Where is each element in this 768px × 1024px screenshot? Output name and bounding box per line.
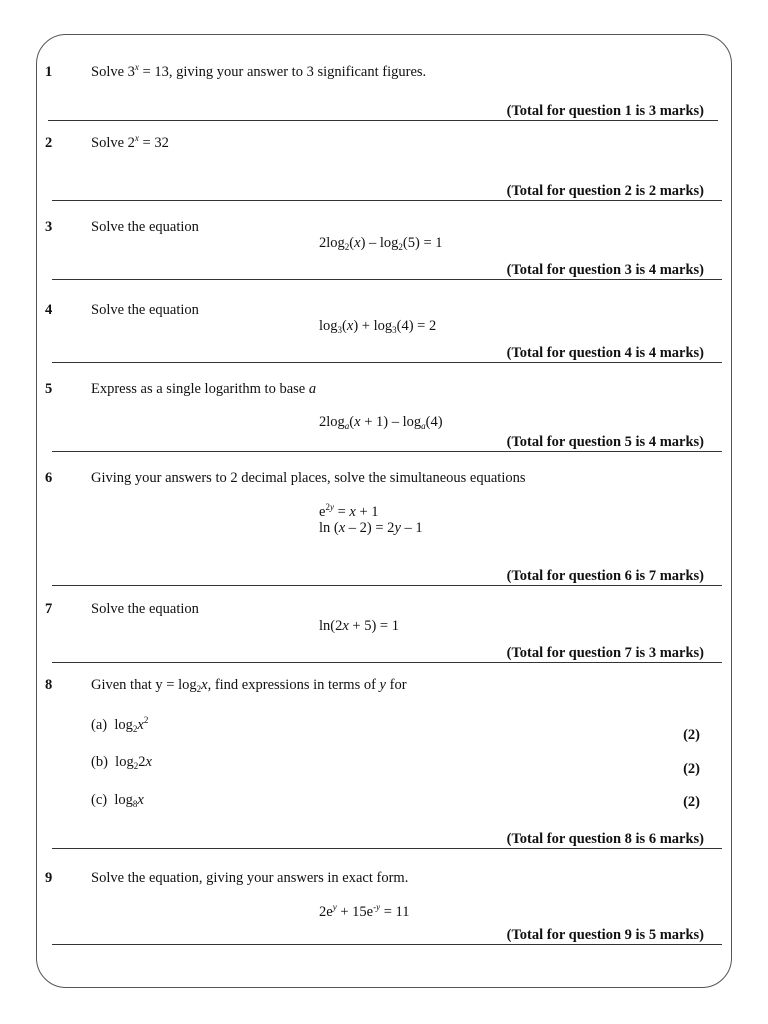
question-8-part-c-marks: (2) [683, 794, 700, 810]
question-3-total: (Total for question 3 is 4 marks) [506, 262, 704, 278]
question-5-prompt: Express as a single logarithm to base a [91, 381, 317, 397]
question-4-number: 4 [45, 302, 53, 318]
divider [52, 362, 722, 363]
question-9-equation: $2e^y + 15e^{-y} = 11$ [319, 902, 410, 920]
question-5-number: 5 [45, 381, 53, 397]
question-9-prompt: Solve the equation, giving your answers in exact form. [91, 870, 409, 886]
question-3-prompt: Solve the equation [91, 219, 199, 235]
question-6-total: (Total for question 6 is 7 marks) [506, 568, 704, 584]
question-6-equation-1: $e^{2y} = x + 1$ [319, 502, 379, 520]
question-9-total: (Total for question 9 is 5 marks) [506, 927, 704, 943]
divider [52, 451, 722, 452]
question-2-number: 2 [45, 135, 53, 151]
question-8-prompt: Given that $y = \log_2x$, find expressions in terms of y for [91, 677, 407, 694]
question-4-total: (Total for question 4 is 4 marks) [506, 345, 704, 361]
question-3-number: 3 [45, 219, 53, 235]
divider [52, 585, 722, 586]
question-7-total: (Total for question 7 is 3 marks) [506, 645, 704, 661]
question-8-part-a-marks: (2) [683, 727, 700, 743]
question-6-prompt: Giving your answers to 2 decimal places, solve the simultaneous equations [91, 470, 526, 486]
question-4-equation: $\log_3(x) + \log_3(4) = 2$ [319, 318, 437, 335]
question-5-expression: $2\log_a(x + 1) - \log_a(4)$ [319, 414, 443, 431]
question-2-total: (Total for question 2 is 2 marks) [506, 183, 704, 199]
question-1-prompt: Solve $3^x = 13$, giving your answer to 3 significant figures. [91, 62, 427, 80]
question-8-part-a: (a) $\log_2x^2$ [91, 715, 149, 734]
question-7-number: 7 [45, 601, 53, 617]
divider [52, 944, 722, 945]
question-5-total: (Total for question 5 is 4 marks) [506, 434, 704, 450]
divider [52, 662, 722, 663]
question-2-prompt: Solve $2^x = 32$ [91, 133, 169, 151]
question-1-number: 1 [45, 64, 53, 80]
question-9-number: 9 [45, 870, 53, 886]
divider [52, 848, 722, 849]
question-1-total: (Total for question 1 is 3 marks) [506, 103, 704, 119]
divider [52, 279, 722, 280]
question-3-equation: $2\log_2(x) - \log_2(5) = 1$ [319, 235, 443, 252]
divider [48, 120, 718, 121]
question-8-part-b-marks: (2) [683, 761, 700, 777]
question-6-equation-2: ln (x – 2) = 2y – 1 [319, 520, 423, 536]
question-8-number: 8 [45, 677, 53, 693]
question-4-prompt: Solve the equation [91, 302, 199, 318]
question-8-part-b: (b) $\log_22x$ [91, 754, 152, 771]
question-7-prompt: Solve the equation [91, 601, 199, 617]
question-8-total: (Total for question 8 is 6 marks) [506, 831, 704, 847]
divider [52, 200, 722, 201]
question-8-part-c: (c) $\log_8x$ [91, 792, 144, 809]
question-6-number: 6 [45, 470, 53, 486]
question-7-equation: ln(2x + 5) = 1 [319, 618, 399, 634]
